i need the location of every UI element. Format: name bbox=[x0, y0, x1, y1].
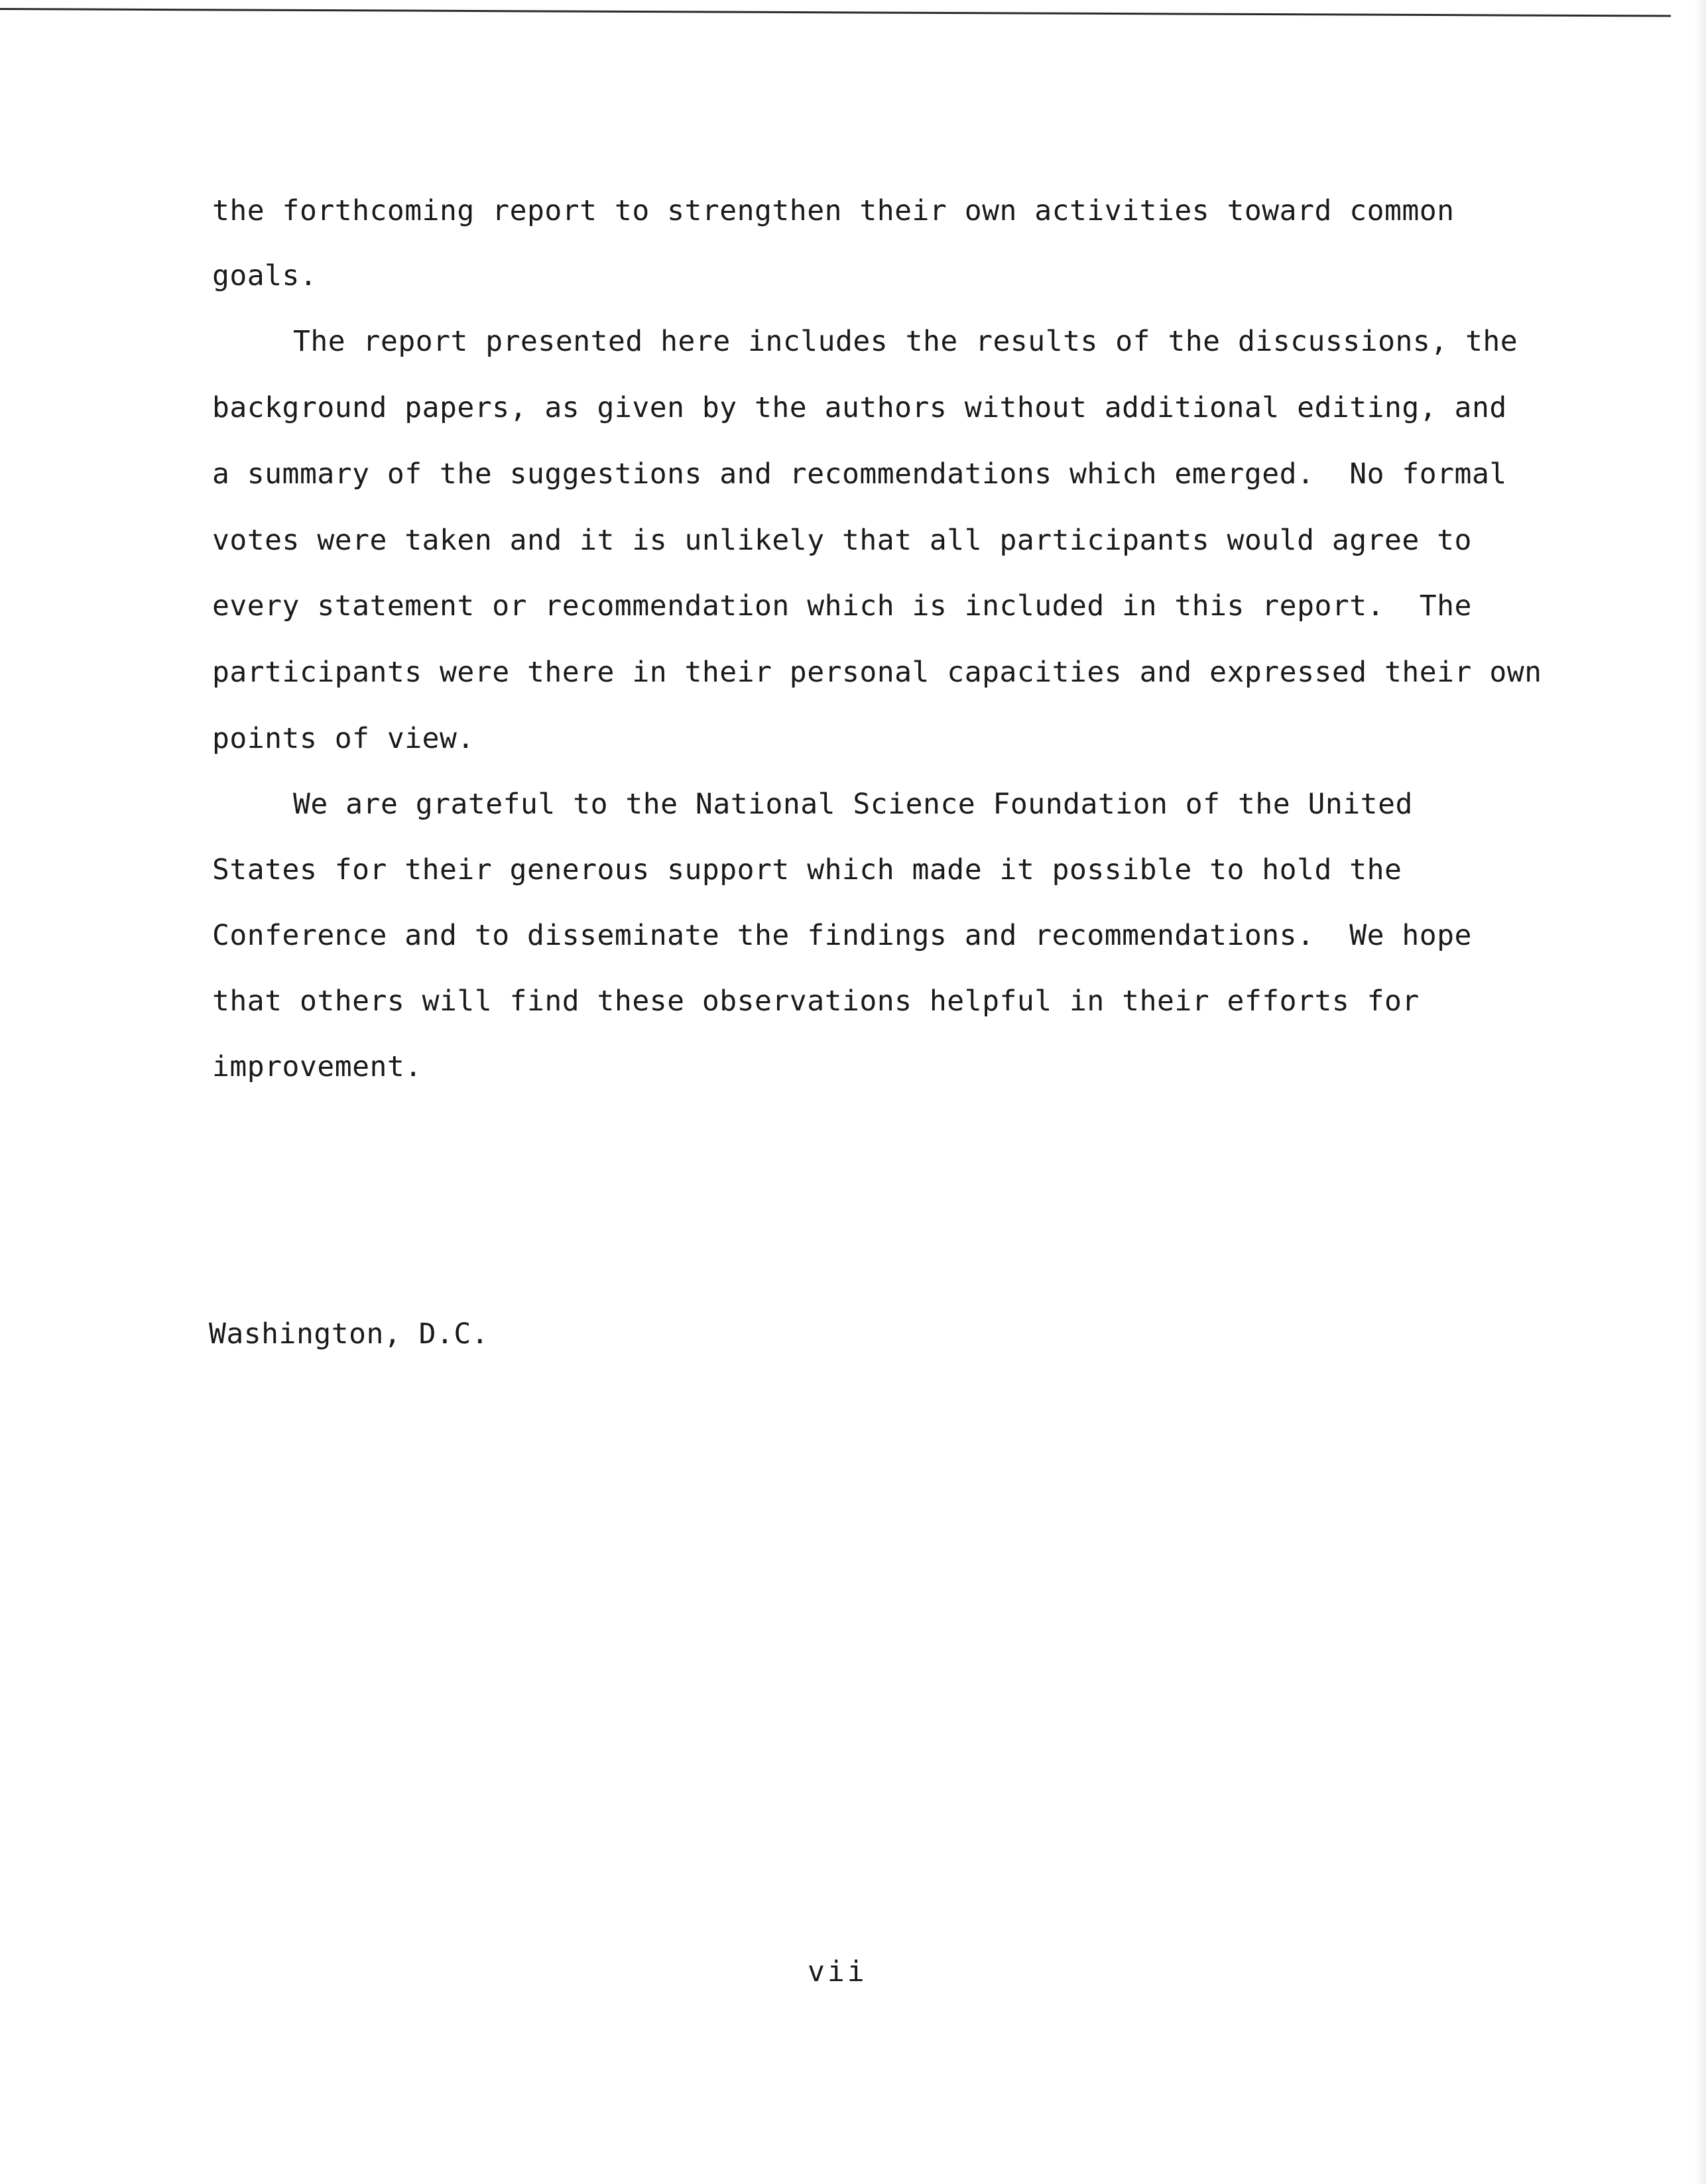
page-number: vii bbox=[808, 1955, 867, 1988]
text-line: the forthcoming report to strengthen their own activities toward common bbox=[212, 194, 1455, 227]
text-line: States for their generous support which made it possible to hold the bbox=[212, 853, 1402, 886]
text-line: participants were there in their personal capacities and expressed their own bbox=[212, 656, 1542, 689]
text-line: points of view. bbox=[212, 722, 475, 755]
top-rule bbox=[0, 8, 1671, 17]
text-line: goals. bbox=[212, 259, 318, 292]
text-line: Conference and to disseminate the findings and recommendations. We hope bbox=[212, 919, 1472, 952]
text-line: improvement. bbox=[212, 1050, 422, 1083]
signoff-location: Washington, D.C. bbox=[209, 1317, 489, 1351]
text-line: every statement or recommendation which is included in this report. The bbox=[212, 589, 1472, 623]
text-line: votes were taken and it is unlikely that all participants would agree to bbox=[212, 524, 1472, 557]
text-line: The report presented here includes the results of the discussions, the bbox=[293, 325, 1518, 358]
text-line: background papers, as given by the authors without additional editing, and bbox=[212, 391, 1507, 424]
text-line: that others will find these observations helpful in their efforts for bbox=[212, 985, 1420, 1018]
text-line: We are grateful to the National Science Foundation of the United bbox=[293, 788, 1413, 821]
text-line: a summary of the suggestions and recommendations which emerged. No formal bbox=[212, 457, 1507, 491]
page-edge-shadow bbox=[1694, 0, 1706, 2184]
